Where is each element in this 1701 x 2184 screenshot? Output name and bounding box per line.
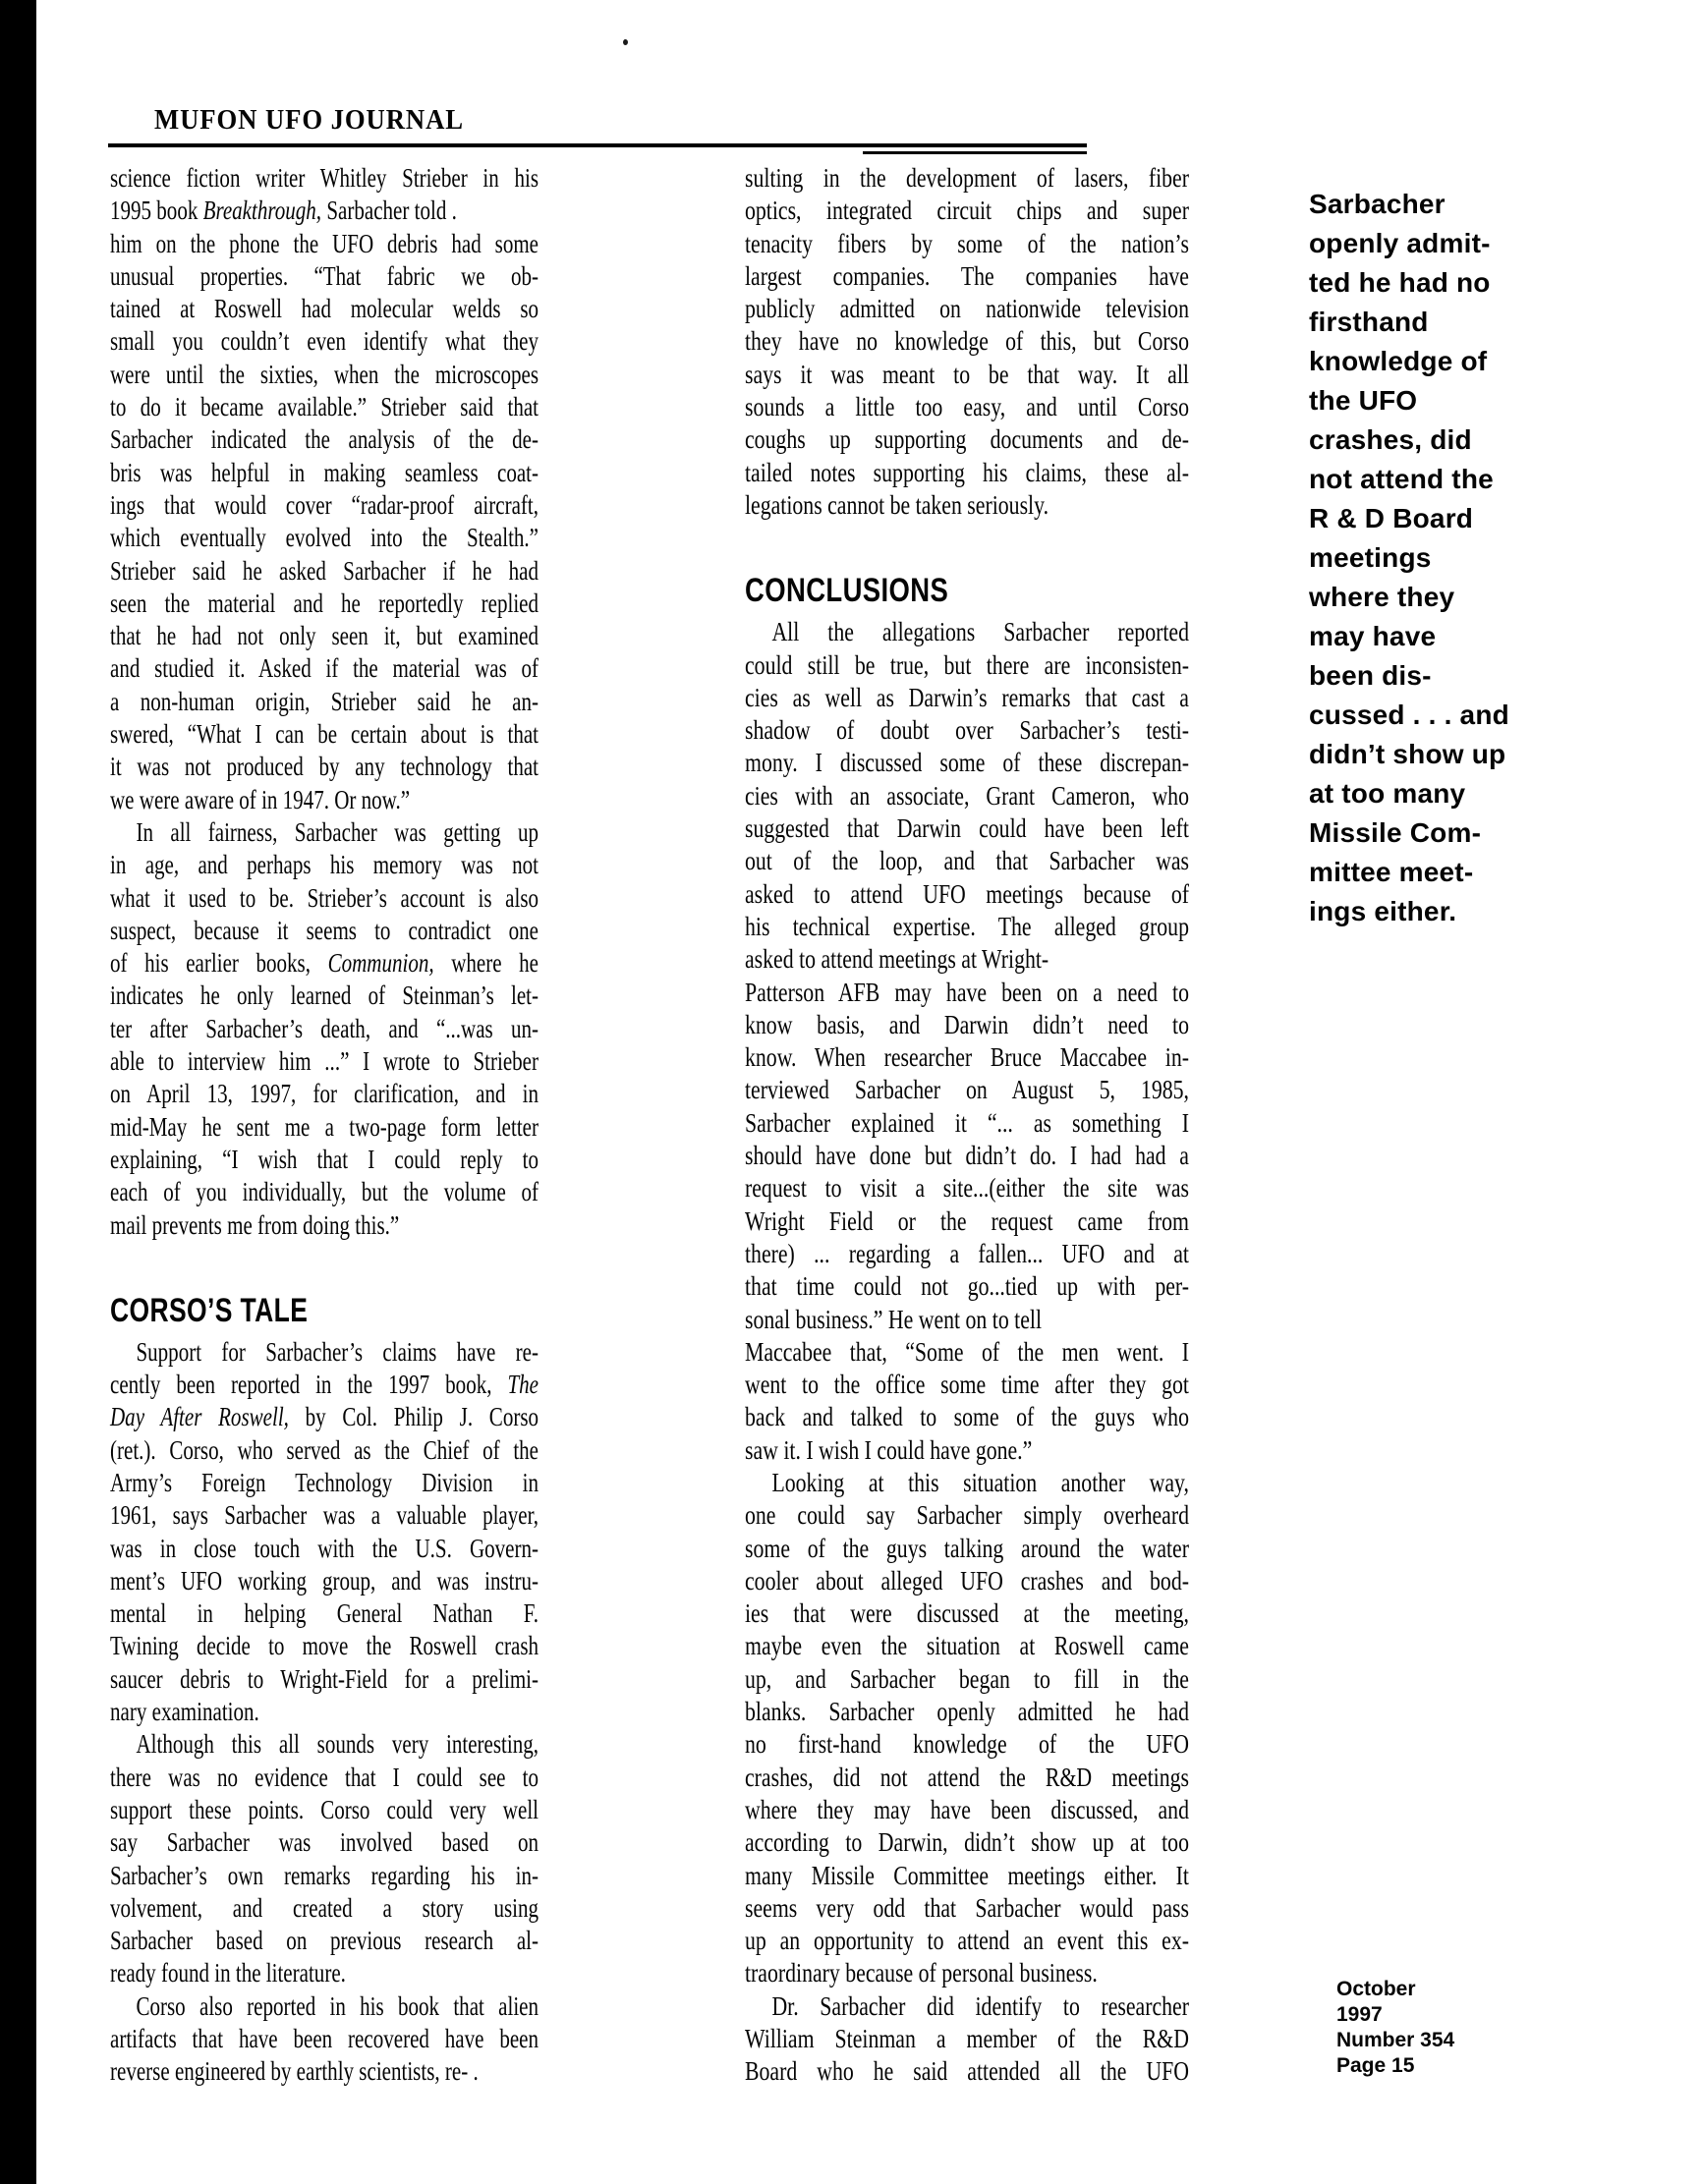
text-line: largest companies. The companies have [745, 260, 1189, 291]
pull-quote-line: may have [1309, 621, 1437, 651]
text-line: saucer debris to Wright-Field for a prelimi- [110, 1663, 539, 1694]
text-line: saw it. I wish I could have gone.” [745, 1434, 1033, 1465]
text-line: suspect, because it seems to contradict one [110, 915, 539, 945]
pull-quote-line: ings either. [1309, 896, 1457, 926]
text-line: Sarbacher explained it “... as something I [745, 1107, 1189, 1138]
text-line: indicates he only learned of Steinman’s let- [110, 980, 539, 1011]
text-line: that he had not only seen it, but examined [110, 621, 539, 651]
text-line: support these points. Corso could very well [110, 1794, 539, 1824]
pull-quote-line: Sarbacher [1309, 189, 1446, 219]
text-line: William Steinman a member of the R&D [745, 2024, 1189, 2054]
footer-line: Page 15 [1336, 2054, 1415, 2077]
text-line: Board who he said attended all the UFO [745, 2056, 1189, 2087]
text-line: reverse engineered by earthly scientists, re- . [110, 2056, 479, 2087]
text-line: blanks. Sarbacher openly admitted he had [745, 1697, 1189, 1727]
text-line: up, and Sarbacher began to fill in the [745, 1663, 1189, 1694]
text-line: Day After Roswell, by Col. Philip J. Corso [110, 1402, 539, 1432]
paragraph [745, 162, 1189, 522]
text-line: there) ... regarding a fallen... UFO and at [745, 1238, 1189, 1268]
pull-quote-line: openly admit- [1309, 228, 1491, 258]
text-line: each of you individually, but the volume of [110, 1177, 539, 1207]
text-line: cently been reported in the 1997 book, The [110, 1370, 539, 1400]
section-heading: CORSO’S TALE [110, 1291, 309, 1329]
scan-speck [623, 39, 628, 45]
paragraph [110, 1336, 539, 1729]
text-line: ter after Sarbacher’s death, and “...was un- [110, 1013, 539, 1043]
paragraph [110, 816, 539, 1242]
text-line: say Sarbacher was involved based on [110, 1827, 539, 1858]
text-line: Army’s Foreign Technology Division in [110, 1467, 539, 1497]
text-line: where they may have been discussed, and [745, 1794, 1189, 1824]
text-line: science fiction writer Whitley Strieber in his [110, 163, 539, 193]
paragraph [110, 1990, 539, 2089]
scan-edge-bar [0, 0, 36, 2184]
pull-quote-line: at too many [1309, 778, 1466, 809]
text-line: him on the phone the UFO debris had some [110, 228, 539, 258]
footer-info [1336, 1977, 1454, 2079]
text-line: Sarbacher indicated the analysis of the de- [110, 424, 539, 455]
text-line: Corso also reported in his book that alien [136, 1990, 539, 2021]
pull-quote-line: been dis- [1309, 660, 1432, 691]
text-line: out of the loop, and that Sarbacher was [745, 846, 1189, 876]
text-line: asked to attend meetings at Wright- [745, 944, 1049, 975]
text-line: small you couldn’t even identify what they [110, 326, 539, 357]
text-line: says it was meant to be that way. It all [745, 359, 1189, 389]
text-line: 1961, says Sarbacher was a valuable player, [110, 1500, 539, 1531]
paragraph [745, 1990, 1189, 2089]
text-line: publicly admitted on nationwide television [745, 294, 1189, 324]
text-line: traordinary because of personal business. [745, 1958, 1098, 1988]
text-line: on April 13, 1997, for clarification, and in [110, 1079, 539, 1109]
text-line: terviewed Sarbacher on August 5, 1985, [745, 1075, 1189, 1105]
paragraph [110, 162, 539, 816]
text-line: cooler about alleged UFO crashes and bod- [745, 1565, 1189, 1596]
text-line: volvement, and created a story using [110, 1892, 539, 1923]
footer-line: 1997 [1336, 2003, 1383, 2026]
text-line: and studied it. Asked if the material was of [110, 653, 539, 684]
text-line: Maccabee that, “Some of the men went. I [745, 1336, 1189, 1367]
text-line: asked to attend UFO meetings because of [745, 878, 1189, 909]
text-line: coughs up supporting documents and de- [745, 424, 1189, 455]
pull-quote-line: cussed . . . and [1309, 700, 1509, 730]
text-line: artifacts that have been recovered have been [110, 2024, 539, 2054]
text-line: ment’s UFO working group, and was instru- [110, 1565, 539, 1596]
article-column-1 [110, 162, 539, 2089]
pull-quote-line: the UFO [1309, 385, 1418, 416]
text-line: seems very odd that Sarbacher would pass [745, 1892, 1189, 1923]
section-heading: CONCLUSIONS [745, 572, 949, 610]
text-line: optics, integrated circuit chips and super [745, 196, 1189, 226]
text-line: sounds a little too easy, and until Corso [745, 392, 1189, 422]
text-line: back and talked to some of the guys who [745, 1402, 1189, 1432]
pull-quote-line: where they [1309, 582, 1455, 612]
article-column-2 [745, 162, 1189, 2089]
text-line: cies with an associate, Grant Cameron, who [745, 780, 1189, 811]
paragraph [745, 1467, 1189, 1990]
pull-quote-line: meetings [1309, 542, 1432, 573]
pull-quote [1309, 185, 1574, 931]
text-line: sonal business.” He went on to tell [745, 1304, 1043, 1334]
text-line: ready found in the literature. [110, 1958, 346, 1988]
text-line: suggested that Darwin could have been left [745, 813, 1189, 844]
text-line: many Missile Committee meetings either. It [745, 1860, 1189, 1890]
text-line: know. When researcher Bruce Maccabee in- [745, 1042, 1189, 1073]
text-line: ings that would cover “radar-proof aircraft, [110, 489, 539, 520]
text-line: tailed notes supporting his claims, these al- [745, 457, 1189, 487]
pull-quote-line: R & D Board [1309, 503, 1474, 533]
text-line: 1995 book Breakthrough, Sarbacher told . [110, 196, 457, 226]
text-line: bris was helpful in making seamless coat- [110, 457, 539, 487]
paragraph [745, 616, 1189, 1467]
text-line: some of the guys talking around the water [745, 1533, 1189, 1563]
text-line: request to visit a site...(either the site was [745, 1173, 1189, 1204]
text-line: Twining decide to move the Roswell crash [110, 1631, 539, 1661]
text-line: All the allegations Sarbacher reported [771, 617, 1189, 647]
text-line: explaining, “I wish that I could reply to [110, 1144, 539, 1174]
text-line: In all fairness, Sarbacher was getting up [136, 816, 539, 847]
text-line: to do it became available.” Strieber said that [110, 392, 539, 422]
text-line: there was no evidence that I could see to [110, 1762, 539, 1792]
text-line: could still be true, but there are inconsisten- [745, 649, 1189, 680]
text-line: Support for Sarbacher’s claims have re- [136, 1336, 539, 1367]
text-line: no first-hand knowledge of the UFO [745, 1729, 1189, 1760]
text-line: know basis, and Darwin didn’t need to [745, 1009, 1189, 1039]
text-line: swered, “What I can be certain about is that [110, 719, 539, 750]
text-line: according to Darwin, didn’t show up at too [745, 1827, 1189, 1858]
text-line: was in close touch with the U.S. Govern- [110, 1533, 539, 1563]
text-line: sulting in the development of lasers, fiber [745, 163, 1189, 193]
text-line: were until the sixties, when the microscopes [110, 359, 539, 389]
text-line: it was not produced by any technology that [110, 752, 539, 782]
text-line: Sarbacher’s own remarks regarding his in- [110, 1860, 539, 1890]
text-line: cies as well as Darwin’s remarks that cast a [745, 682, 1189, 712]
text-line: tenacity fibers by some of the nation’s [745, 228, 1189, 258]
text-line: legations cannot be taken seriously. [745, 489, 1049, 520]
text-line: a non-human origin, Strieber said he an- [110, 686, 539, 716]
footer-line: Number 354 [1336, 2029, 1455, 2051]
text-line: unusual properties. “That fabric we ob- [110, 260, 539, 291]
text-line: went to the office some time after they got [745, 1370, 1189, 1400]
pull-quote-line: mittee meet- [1309, 857, 1474, 887]
header-rule-segment [863, 151, 1087, 154]
text-line: Strieber said he asked Sarbacher if he had [110, 555, 539, 586]
pull-quote-line: didn’t show up [1309, 739, 1506, 769]
text-line: (ret.). Corso, who served as the Chief of the [110, 1434, 539, 1465]
text-line: which eventually evolved into the Stealth.” [110, 523, 539, 553]
text-line: Looking at this situation another way, [771, 1467, 1189, 1497]
header-rule [108, 143, 1087, 147]
text-line: one could say Sarbacher simply overheard [745, 1500, 1189, 1531]
footer-line: October [1336, 1978, 1416, 2000]
text-line: mony. I discussed some of these discrepan- [745, 748, 1189, 778]
text-line: seen the material and he reportedly replied [110, 588, 539, 618]
text-line: ies that were discussed at the meeting, [745, 1598, 1189, 1629]
text-line: Patterson AFB may have been on a need to [745, 977, 1189, 1007]
text-line: of his earlier books, Communion, where he [110, 948, 539, 979]
text-line: his technical expertise. The alleged group [745, 911, 1189, 941]
text-line: tained at Roswell had molecular welds so [110, 294, 539, 324]
pull-quote-line: crashes, did [1309, 424, 1472, 455]
text-line: mail prevents me from doing this.” [110, 1209, 400, 1240]
text-line: mid-May he sent me a two-page form letter [110, 1111, 539, 1142]
journal-masthead: MUFON UFO JOURNAL [154, 104, 465, 136]
text-line: what it used to be. Strieber’s account is also [110, 882, 539, 913]
paragraph [110, 1728, 539, 1989]
text-line: Dr. Sarbacher did identify to researcher [771, 1990, 1189, 2021]
text-line: shadow of doubt over Sarbacher’s testi- [745, 715, 1189, 746]
text-line: should have done but didn’t do. I had had a [745, 1141, 1189, 1171]
text-line: they have no knowledge of this, but Corso [745, 326, 1189, 357]
text-line: crashes, did not attend the R&D meetings [745, 1762, 1189, 1792]
text-line: mental in helping General Nathan F. [110, 1598, 539, 1629]
text-line: Wright Field or the request came from [745, 1205, 1189, 1236]
pull-quote-line: not attend the [1309, 464, 1494, 494]
text-line: we were aware of in 1947. Or now.” [110, 784, 411, 814]
pull-quote-line: knowledge of [1309, 346, 1488, 376]
text-line: nary examination. [110, 1697, 259, 1727]
pull-quote-line: ted he had no [1309, 267, 1491, 298]
text-line: up an opportunity to attend an event this ex- [745, 1926, 1189, 1956]
text-line: in age, and perhaps his memory was not [110, 850, 539, 880]
text-line: that time could not go...tied up with per- [745, 1271, 1189, 1302]
pull-quote-line: firsthand [1309, 307, 1429, 337]
pull-quote-line: Missile Com- [1309, 817, 1482, 848]
text-line: Although this all sounds very interesting, [136, 1729, 539, 1760]
text-line: able to interview him ...” I wrote to Strieber [110, 1046, 539, 1077]
text-line: maybe even the situation at Roswell came [745, 1631, 1189, 1661]
text-line: Sarbacher based on previous research al- [110, 1926, 539, 1956]
